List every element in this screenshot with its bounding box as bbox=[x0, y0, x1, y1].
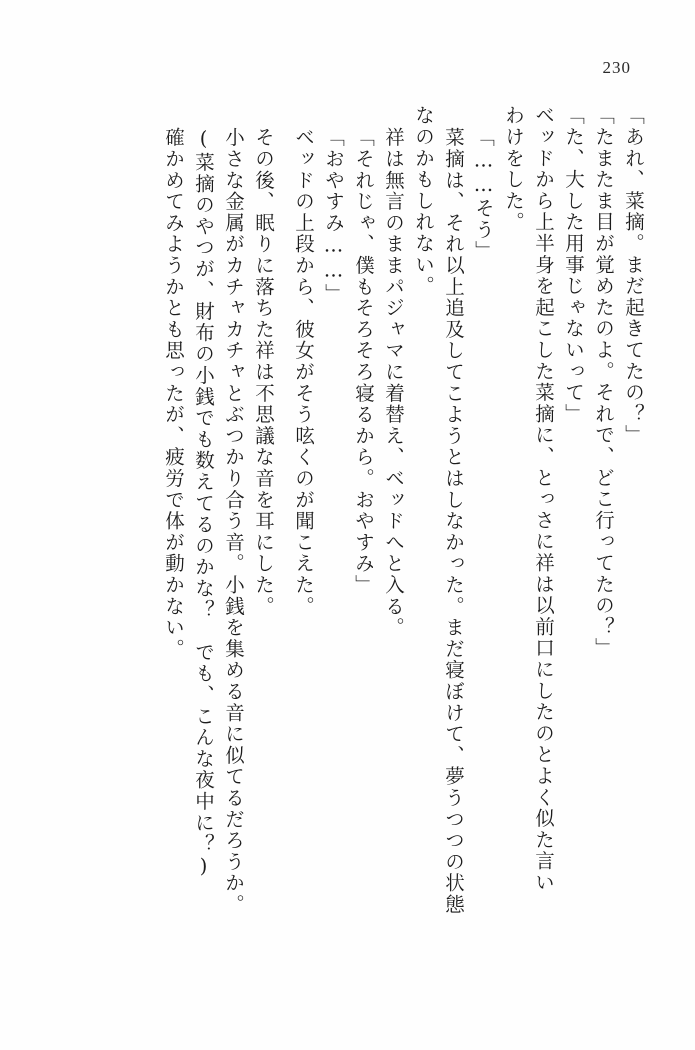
text-line: 祥は無言のままパジャマに着替え、ベッドへと入る。 bbox=[382, 127, 405, 639]
text-line: その後、眠りに落ちた祥は不思議な音を耳にした。 bbox=[252, 127, 275, 617]
text-line: 「おやすみ……」 bbox=[322, 127, 345, 305]
text-line: 「た、大した用事じゃないって」 bbox=[562, 105, 585, 425]
text-line: 小さな金属がカチャカチャとぶつかり合う音。小銭を集める音に似てるだろうか。 bbox=[222, 127, 245, 916]
text-line: (菜摘のやつが、財布の小銭でも数えてるのかな？ でも、こんな夜中に？) bbox=[192, 127, 215, 880]
vertical-text-body bbox=[56, 105, 643, 965]
text-line: 「それじゃ、僕もそろそろ寝るから。おやすみ」 bbox=[352, 127, 375, 596]
text-line: ベッドから上半身を起こした菜摘に、とっさに祥は以前口にしたのとよく似た言い bbox=[532, 105, 555, 894]
text-line: 「……そう」 bbox=[472, 127, 495, 262]
text-line: 菜摘は、それ以上追及してこようとはしなかった。まだ寝ぼけて、夢うつつの状態 bbox=[442, 127, 465, 916]
text-line: わけをした。 bbox=[502, 105, 525, 233]
text-line: なのかもしれない。 bbox=[412, 105, 435, 297]
text-line: ベッドの上段から、彼女がそう呟くのが聞こえた。 bbox=[292, 127, 315, 617]
text-line: 「あれ、菜摘。まだ起きてたの？」 bbox=[622, 105, 645, 446]
page-number: 230 bbox=[602, 58, 631, 77]
text-line: 「たまたま目が覚めたのよ。それで、どこ行ってたの？」 bbox=[592, 105, 615, 659]
text-line: 確かめてみようかとも思ったが、疲労で体が動かない。 bbox=[162, 127, 185, 660]
